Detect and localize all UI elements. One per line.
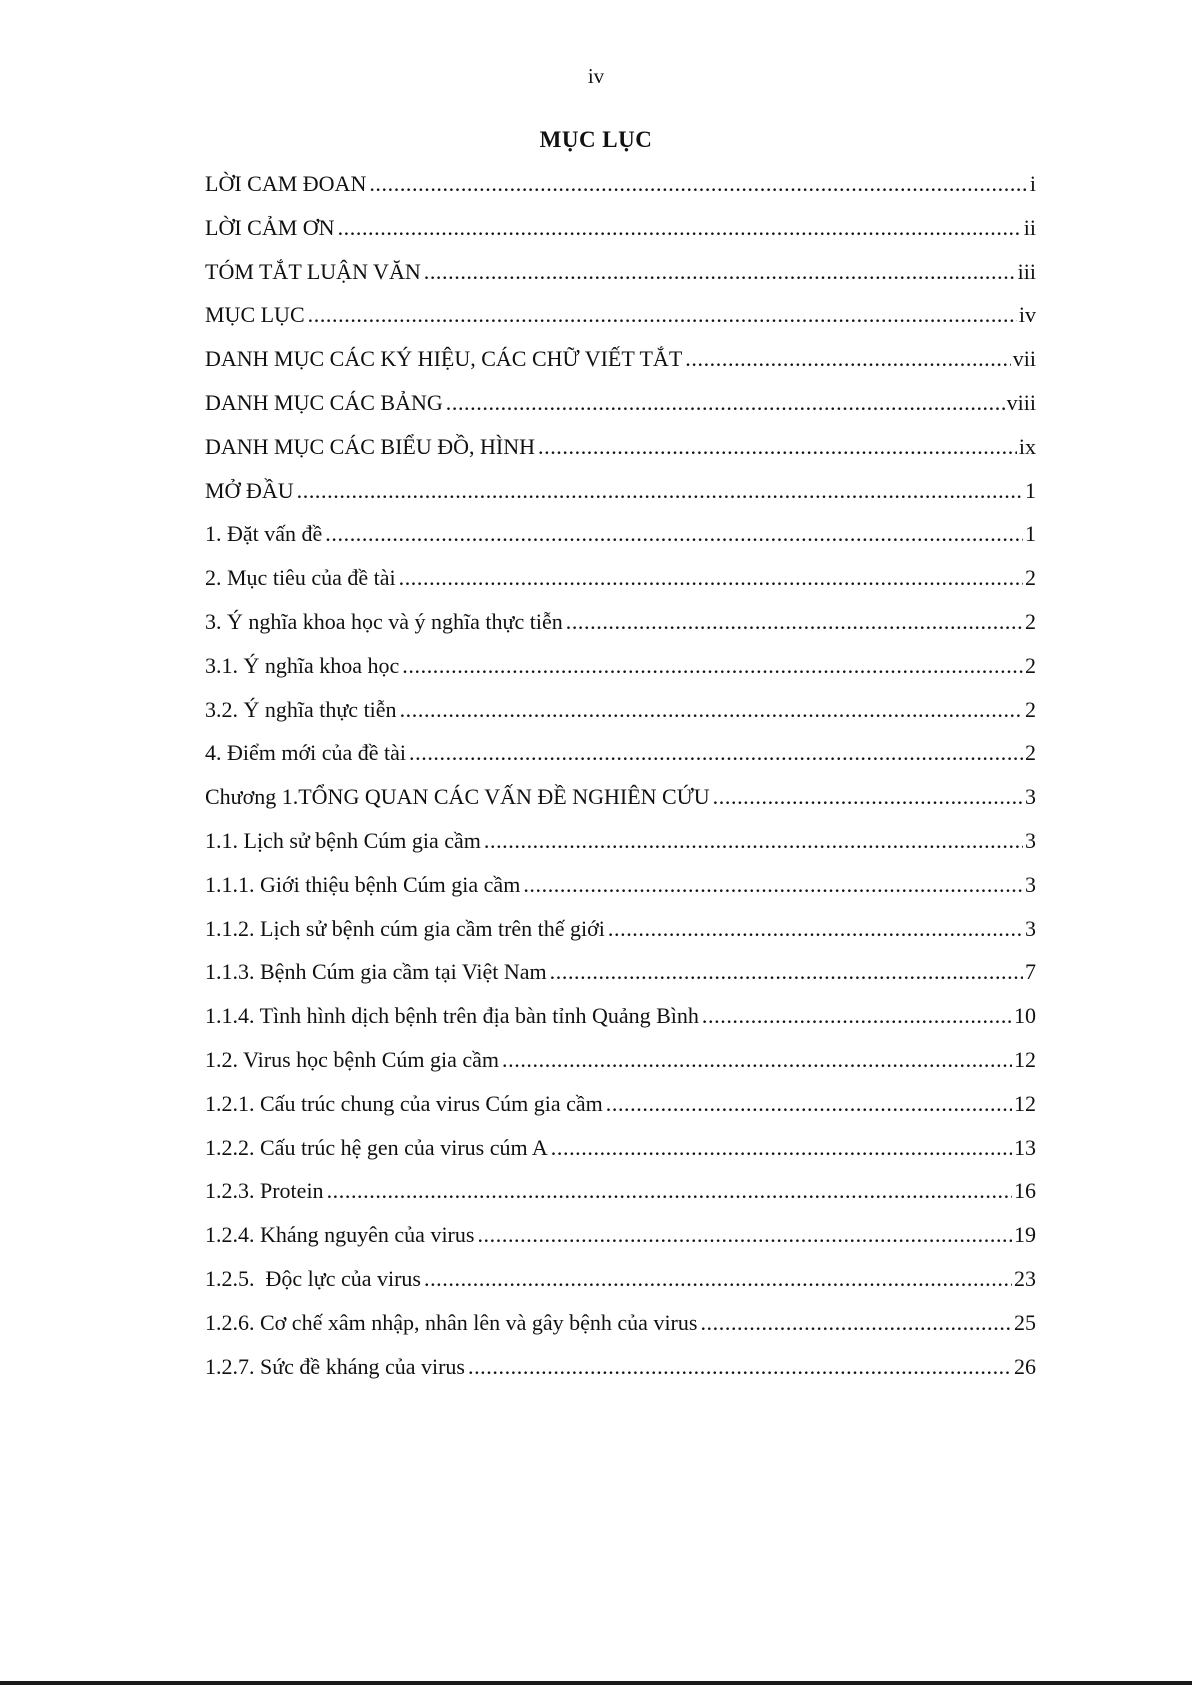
toc-entry (205, 915, 1036, 959)
toc-entry-page: 3 (1025, 827, 1036, 853)
toc-entry-page: 26 (1014, 1353, 1036, 1379)
toc-entry-label: 1.2.7. Sức đề kháng của virus (205, 1353, 465, 1379)
toc-entry (205, 1221, 1036, 1265)
toc-entry-label: 1.1.3. Bệnh Cúm gia cầm tại Việt Nam (205, 959, 547, 985)
toc-entry (205, 170, 1036, 214)
page-number: iv (587, 64, 605, 88)
toc-entry (205, 1309, 1036, 1353)
toc-entry-page: 7 (1025, 959, 1036, 985)
toc-entry-label: 1.1. Lịch sử bệnh Cúm gia cầm (205, 827, 481, 853)
toc-entry-page: vii (1012, 346, 1036, 372)
toc-entry-page: iv (1018, 302, 1036, 328)
dot-leader (402, 652, 1023, 680)
dot-leader (369, 170, 1028, 198)
dot-leader (338, 214, 1022, 242)
dot-leader (409, 739, 1023, 767)
toc-entry-page: i (1029, 171, 1036, 196)
toc-entry (205, 477, 1036, 521)
toc-entry-page: viii (1006, 389, 1036, 415)
toc-entry (205, 345, 1036, 389)
toc-entry-label: MỤC LỤC (205, 302, 305, 328)
toc-entry-page: 3 (1025, 871, 1036, 897)
toc-entry-label: 3.2. Ý nghĩa thực tiễn (205, 696, 397, 722)
dot-leader (484, 827, 1023, 855)
toc-entry (205, 739, 1036, 783)
toc-entry-page: 3 (1025, 784, 1036, 810)
dot-leader (424, 1265, 1012, 1293)
toc-entry (205, 608, 1036, 652)
toc-entry-page: 1 (1025, 477, 1036, 503)
toc-entry (205, 258, 1036, 302)
toc-entry (205, 433, 1036, 477)
toc-entry-label: 1.2.6. Cơ chế xâm nhập, nhân lên và gây bệnh của virus (205, 1309, 698, 1335)
dot-leader (685, 345, 1011, 373)
toc-entry-page: 2 (1025, 740, 1036, 766)
dot-leader (550, 958, 1023, 986)
toc-entry-page: 13 (1014, 1134, 1036, 1160)
toc-entry-page: ii (1023, 214, 1036, 240)
toc-entry (205, 214, 1036, 258)
dot-leader (424, 258, 1016, 286)
toc-entry-label: 3.1. Ý nghĩa khoa học (205, 652, 400, 678)
dot-leader (538, 433, 1017, 461)
toc-entry (205, 301, 1036, 345)
dot-leader (606, 1090, 1012, 1118)
toc-entry (205, 1090, 1036, 1134)
toc-entry-label: 1.2.4. Kháng nguyên của virus (205, 1222, 475, 1248)
toc-entry-label: DANH MỤC CÁC BIỂU ĐỒ, HÌNH (205, 433, 535, 459)
dot-leader (477, 1221, 1012, 1249)
toc-entry-label: 1.1.4. Tình hình dịch bệnh trên địa bàn tỉnh Quảng Bình (205, 1003, 699, 1029)
toc-entry-label: 1.2.3. Protein (205, 1178, 324, 1204)
toc-entry-label: LỜI CẢM ƠN (205, 214, 335, 240)
dot-leader (308, 301, 1017, 329)
toc-entry-page: 25 (1014, 1309, 1036, 1335)
toc-entry-label: 1.1.1. Giới thiệu bệnh Cúm gia cầm (205, 871, 521, 897)
page-bottom-edge (0, 1681, 1192, 1685)
toc-entry (205, 389, 1036, 433)
toc-entry-label: 1. Đặt vấn đề (205, 521, 323, 547)
toc-entry-label: TÓM TẮT LUẬN VĂN (205, 258, 421, 284)
toc-entry-label: MỞ ĐẦU (205, 477, 294, 503)
toc-entry (205, 652, 1036, 696)
toc-entry-label: 2. Mục tiêu của đề tài (205, 565, 396, 591)
table-of-contents (205, 170, 1036, 1396)
toc-entry-label: DANH MỤC CÁC BẢNG (205, 389, 443, 415)
toc-entry (205, 520, 1036, 564)
toc-entry (205, 1265, 1036, 1309)
toc-entry-label: 3. Ý nghĩa khoa học và ý nghĩa thực tiễn (205, 608, 563, 634)
dot-leader (399, 564, 1023, 592)
toc-entry-page: 12 (1014, 1046, 1036, 1072)
toc-entry-label: 1.2. Virus học bệnh Cúm gia cầm (205, 1046, 500, 1072)
dot-leader (713, 783, 1023, 811)
toc-entry (205, 1134, 1036, 1178)
toc-entry (205, 696, 1036, 740)
toc-entry-page: 2 (1025, 565, 1036, 591)
dot-leader (502, 1046, 1012, 1074)
toc-entry (205, 783, 1036, 827)
toc-entry-label: 4. Điểm mới của đề tài (205, 740, 407, 766)
toc-entry-page: iii (1017, 258, 1036, 284)
toc-entry (205, 1177, 1036, 1221)
dot-leader (551, 1134, 1012, 1162)
toc-entry-page: 2 (1025, 652, 1036, 678)
toc-entry-page: 10 (1014, 1003, 1036, 1029)
toc-entry (205, 1046, 1036, 1090)
toc-entry-label: LỜI CAM ĐOAN (205, 171, 367, 196)
dot-leader (523, 871, 1023, 899)
toc-entry-label: 1.2.2. Cấu trúc hệ gen của virus cúm A (205, 1134, 548, 1160)
toc-entry (205, 1002, 1036, 1046)
toc-entry (205, 871, 1036, 915)
toc-entry-page: 2 (1025, 608, 1036, 634)
toc-entry (205, 1353, 1036, 1397)
dot-leader (468, 1353, 1012, 1381)
dot-leader (700, 1309, 1012, 1337)
dot-leader (566, 608, 1023, 636)
toc-entry-page: 19 (1014, 1222, 1036, 1248)
toc-entry-page: 12 (1014, 1090, 1036, 1116)
dot-leader (400, 696, 1023, 724)
toc-entry-label: Chương 1.TỔNG QUAN CÁC VẤN ĐỀ NGHIÊN CỨU (205, 784, 710, 810)
toc-entry-label: 1.2.5. Độc lực của virus (205, 1265, 421, 1291)
toc-entry-page: 1 (1025, 521, 1036, 547)
toc-entry-page: 3 (1025, 915, 1036, 941)
toc-entry-page: 16 (1014, 1178, 1036, 1204)
toc-entry-label: 1.1.2. Lịch sử bệnh cúm gia cầm trên thế giới (205, 915, 605, 941)
dot-leader (327, 1177, 1012, 1205)
toc-entry (205, 958, 1036, 1002)
toc-title: MỤC LỤC (539, 127, 653, 152)
dot-leader (446, 389, 1005, 417)
toc-entry (205, 827, 1036, 871)
dot-leader (297, 477, 1023, 505)
toc-entry-page: 2 (1025, 696, 1036, 722)
toc-entry (205, 564, 1036, 608)
toc-entry-page: 23 (1014, 1265, 1036, 1291)
toc-entry-label: 1.2.1. Cấu trúc chung của virus Cúm gia cầm (205, 1090, 603, 1116)
dot-leader (608, 915, 1023, 943)
toc-entry-label: DANH MỤC CÁC KÝ HIỆU, CÁC CHỮ VIẾT TẮT (205, 346, 683, 372)
dot-leader (325, 520, 1023, 548)
toc-entry-page: ix (1018, 433, 1036, 459)
dot-leader (702, 1002, 1012, 1030)
